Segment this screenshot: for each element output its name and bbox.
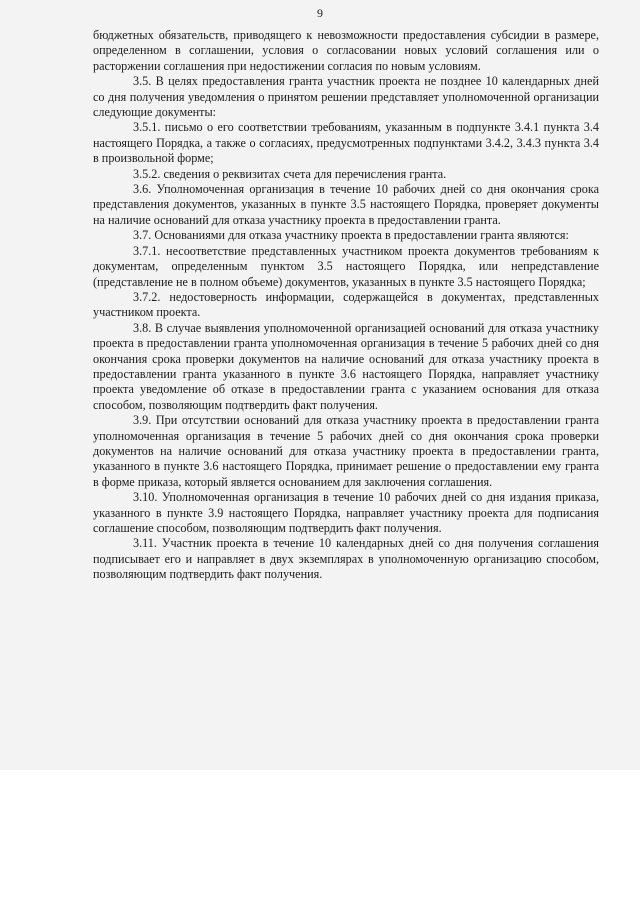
document-body	[93, 28, 599, 583]
blank-margin	[0, 770, 640, 905]
paragraph-3-7: 3.7. Основаниями для отказа участнику проекта в предоставлении гранта являются:	[133, 228, 569, 243]
paragraph-3-7-1: 3.7.1. несоответствие представленных участником проекта документов требованиям к документам, определенным пунктом 3.5 настоящего Порядка, или непредставление (представление не в полном объеме) документов, указанных в пункте 3.5 настоящего Порядка;	[93, 243, 599, 289]
paragraph-3-5-1: 3.5.1. письмо о его соответствии требованиям, указанным в подпункте 3.4.1 пункта 3.4 настоящего Порядка, а также о согласиях, предусмотренных подпунктами 3.4.2, 3.4.3 пункта 3.4 в произвольной форме;	[93, 120, 599, 166]
paragraph-3-9: 3.9. При отсутствии оснований для отказа участнику проекта в предоставлении гранта уполномоченная организация в течение 5 рабочих дней со дня окончания срока проверки документов на наличие оснований для отказа участнику проекта в предоставлении гранта, указанного в пункте 3.6 настоящего Порядка, принимает решение о предоставлении ему гранта в форме приказа, который является основанием для заключения соглашения.	[93, 413, 599, 489]
paragraph-3-6: 3.6. Уполномоченная организация в течение 10 рабочих дней со дня окончания срока представления документов, указанных в пункте 3.5 настоящего Порядка, проверяет документы на наличие оснований для отказа участнику проекта в предоставлении гранта.	[93, 182, 599, 227]
paragraph-3-10: 3.10. Уполномоченная организация в течение 10 рабочих дней со дня издания приказа, указанного в пункте 3.9 настоящего Порядка, направляет участнику проекта для подписания соглашение способом, позволяющим подтвердить факт получения.	[93, 490, 599, 535]
paragraph-3-5: 3.5. В целях предоставления гранта участник проекта не позднее 10 календарных дней со дня получения уведомления о принятом решении представляет уполномоченной организации следующие документы:	[93, 74, 599, 120]
paragraph-continuation: бюджетных обязательств, приводящего к невозможности предоставления субсидии в размере, определенном в соглашении, условия о согласовании новых условий соглашения или о расторжении соглашения при недостижении согласия по новым условиям.	[93, 28, 599, 73]
paragraph-3-11: 3.11. Участник проекта в течение 10 календарных дней со дня получения соглашения подписывает его и направляет в двух экземплярах в уполномоченную организацию способом, позволяющим подтвердить факт получения.	[93, 536, 599, 582]
paragraph-3-8: 3.8. В случае выявления уполномоченной организацией оснований для отказа участнику проекта в предоставлении гранта уполномоченная организация в течение 5 рабочих дней со дня окончания срока проверки документов на наличие оснований для отказа участнику проекта в предоставлении гранта указанного в пункте 3.6 настоящего Порядка, направляет участнику проекта уведомление об отказе в предоставлении гранта с указанием основания для отказа способом, позволяющим подтвердить факт получения.	[93, 320, 599, 412]
paragraph-3-5-2: 3.5.2. сведения о реквизитах счета для перечисления гранта.	[133, 166, 447, 181]
paragraph-3-7-2: 3.7.2. недостоверность информации, содержащейся в документах, представленных участником проекта.	[93, 289, 599, 320]
page-number: 9	[317, 6, 323, 20]
